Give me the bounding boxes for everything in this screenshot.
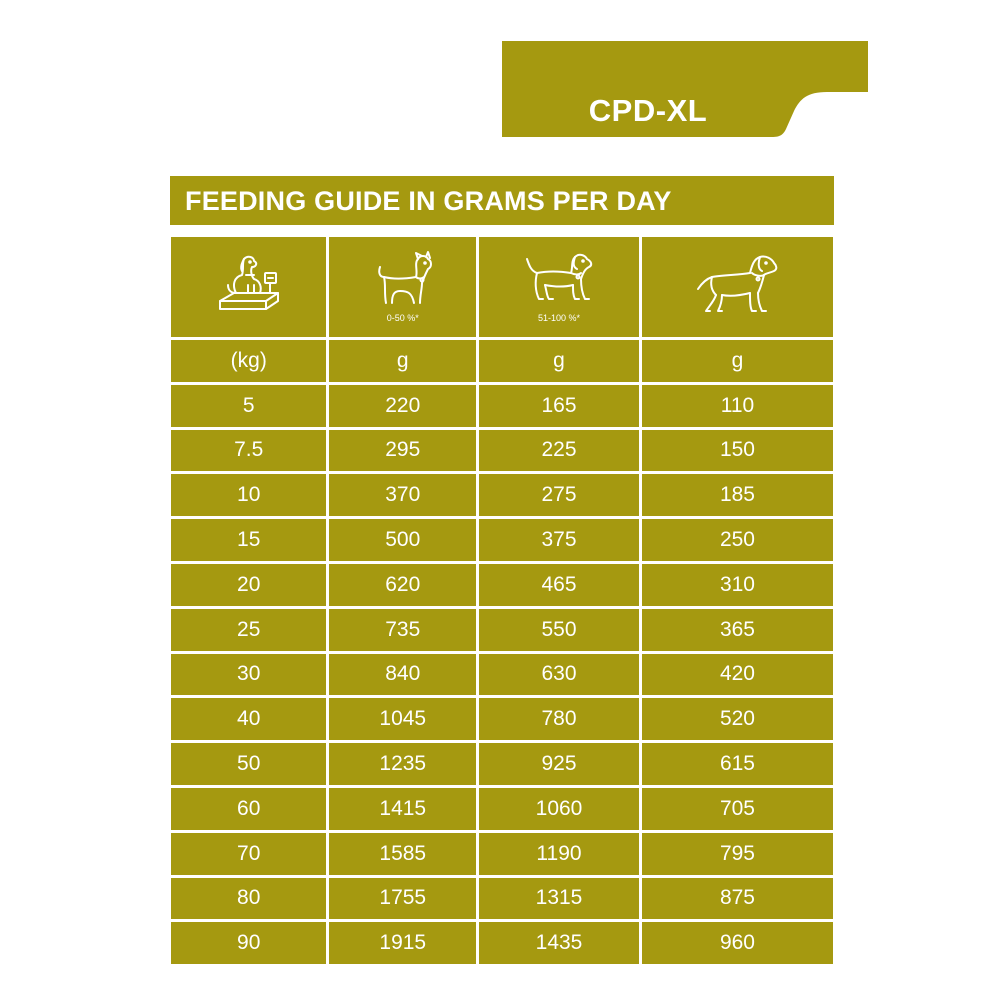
grams-cell: 620 <box>329 564 476 606</box>
medium-dog-icon <box>523 249 595 311</box>
table-row <box>171 385 833 427</box>
product-code: CPD-XL <box>588 93 708 128</box>
weight-cell: 60 <box>171 788 326 830</box>
weight-cell: 80 <box>171 878 326 920</box>
grams-cell: 250 <box>642 519 833 561</box>
header-cell-overweight <box>479 237 639 337</box>
grams-cell: 1060 <box>479 788 639 830</box>
grams-cell: 630 <box>479 654 639 696</box>
icon-row <box>171 237 833 337</box>
unit-grams-underweight: g <box>329 340 476 382</box>
product-tab <box>502 41 868 137</box>
weight-cell: 25 <box>171 609 326 651</box>
grams-cell: 225 <box>479 430 639 472</box>
grams-cell: 310 <box>642 564 833 606</box>
table-row <box>171 922 833 964</box>
grams-cell: 1315 <box>479 878 639 920</box>
unit-weight: (kg) <box>171 340 326 382</box>
large-dog-icon <box>694 249 780 319</box>
unit-grams-overweight: g <box>479 340 639 382</box>
table-row <box>171 564 833 606</box>
feeding-table <box>168 234 836 967</box>
grams-cell: 1755 <box>329 878 476 920</box>
table-row <box>171 698 833 740</box>
grams-cell: 420 <box>642 654 833 696</box>
grams-cell: 500 <box>329 519 476 561</box>
feeding-guide-title: FEEDING GUIDE IN GRAMS PER DAY <box>170 176 834 225</box>
weight-cell: 5 <box>171 385 326 427</box>
grams-cell: 370 <box>329 474 476 516</box>
table-row <box>171 654 833 696</box>
table-row <box>171 519 833 561</box>
weight-cell: 70 <box>171 833 326 875</box>
grams-cell: 1415 <box>329 788 476 830</box>
grams-cell: 615 <box>642 743 833 785</box>
table-row <box>171 474 833 516</box>
units-row <box>171 340 833 382</box>
weight-cell: 90 <box>171 922 326 964</box>
grams-cell: 275 <box>479 474 639 516</box>
table-row <box>171 430 833 472</box>
grams-cell: 960 <box>642 922 833 964</box>
grams-cell: 550 <box>479 609 639 651</box>
weight-cell: 7.5 <box>171 430 326 472</box>
grams-cell: 375 <box>479 519 639 561</box>
header-cell-underweight <box>329 237 476 337</box>
grams-cell: 840 <box>329 654 476 696</box>
weight-cell: 20 <box>171 564 326 606</box>
grams-cell: 1435 <box>479 922 639 964</box>
grams-cell: 1235 <box>329 743 476 785</box>
table-row <box>171 743 833 785</box>
grams-cell: 365 <box>642 609 833 651</box>
table-row <box>171 878 833 920</box>
header-cell-ideal <box>642 237 833 337</box>
weight-cell: 50 <box>171 743 326 785</box>
table-row <box>171 833 833 875</box>
caption-overweight: 51-100 %* <box>537 313 581 323</box>
unit-grams-ideal: g <box>642 340 833 382</box>
grams-cell: 780 <box>479 698 639 740</box>
small-fluffy-dog-icon <box>370 249 436 311</box>
caption-underweight: 0-50 %* <box>386 313 419 323</box>
weight-cell: 40 <box>171 698 326 740</box>
weight-cell: 10 <box>171 474 326 516</box>
grams-cell: 295 <box>329 430 476 472</box>
grams-cell: 165 <box>479 385 639 427</box>
header-cell-weight <box>171 237 326 337</box>
weight-cell: 15 <box>171 519 326 561</box>
grams-cell: 185 <box>642 474 833 516</box>
grams-cell: 220 <box>329 385 476 427</box>
grams-cell: 465 <box>479 564 639 606</box>
weight-cell: 30 <box>171 654 326 696</box>
grams-cell: 925 <box>479 743 639 785</box>
grams-cell: 520 <box>642 698 833 740</box>
grams-cell: 705 <box>642 788 833 830</box>
grams-cell: 1045 <box>329 698 476 740</box>
grams-cell: 735 <box>329 609 476 651</box>
grams-cell: 110 <box>642 385 833 427</box>
table-row <box>171 609 833 651</box>
grams-cell: 1585 <box>329 833 476 875</box>
grams-cell: 795 <box>642 833 833 875</box>
grams-cell: 150 <box>642 430 833 472</box>
grams-cell: 1190 <box>479 833 639 875</box>
grams-cell: 875 <box>642 878 833 920</box>
table-row <box>171 788 833 830</box>
grams-cell: 1915 <box>329 922 476 964</box>
dog-on-scale-icon <box>214 249 284 319</box>
